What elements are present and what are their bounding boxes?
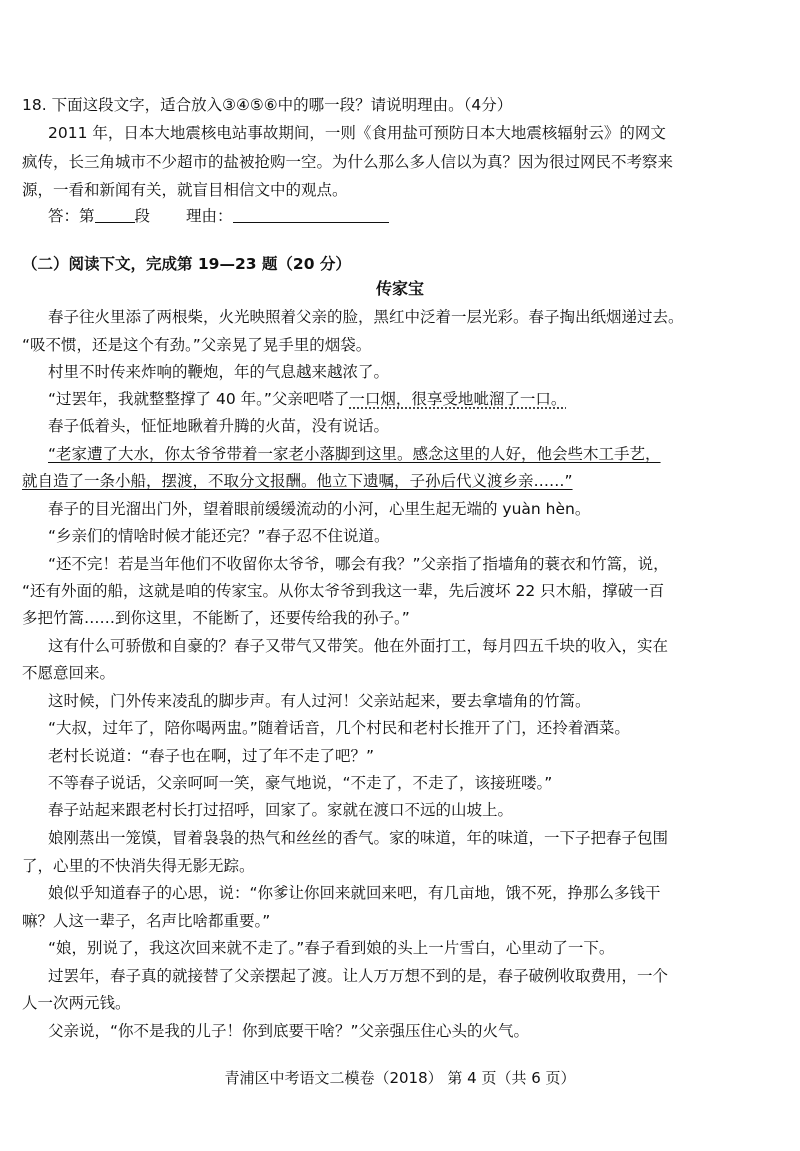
story-line-guonian <box>48 389 782 409</box>
page-footer: 青浦区中考语文二模卷（2018） 第 4 页（共 6 页） <box>224 1069 576 1087</box>
story-line: 这有什么可骄傲和自豪的？春子又带气又带笑。他在外面打工，每月四五千块的收入，实在 <box>48 637 669 655</box>
story-line: 春子往火里添了两根柴，火光映照着父亲的脸，黑红中泛着一层光彩。春子掏出纸烟递过去。 <box>48 308 684 326</box>
story-line: 娘刚蒸出一笼馍，冒着袅袅的热气和丝丝的香气。家的味道，年的味道，一下子把春子包围 <box>48 829 669 847</box>
reason-blank[interactable] <box>233 206 389 223</box>
paragraph-blank[interactable] <box>95 206 135 223</box>
story-line-guonian-start: “过罢年，我就整整撑了 40 年。”父亲吧嗒了 <box>48 390 350 408</box>
story-title: 传家宝 <box>375 279 424 298</box>
q18-answer-line <box>48 206 782 226</box>
story-line: “还不完！若是当年他们不收留你太爷爷，哪会有我？”父亲指了指墙角的蓑衣和竹篙，说， <box>48 555 669 573</box>
underlined-passage-line-2: 就自造了一条小船，摆渡，不取分文报酬。他立下遗嘱，子孙后代义渡乡亲……” <box>22 472 573 490</box>
story-line: “大叔，过年了，陪你喝两盅。”随着话音，几个村民和老村长推开了门，还拎着酒菜。 <box>48 719 630 737</box>
story-line: “娘，别说了，我这次回来就不走了。”春子看到娘的头上一片雪白，心里动了一下。 <box>48 939 615 957</box>
answer-reason-label: 理由： <box>186 207 233 225</box>
section-2-heading: （二）阅读下文，完成第 19—23 题（20 分） <box>22 255 351 273</box>
story-line: 多把竹篙……到你这里，不能断了，还要传给我的孙子。” <box>22 609 410 627</box>
story-line: 不愿意回来。 <box>22 664 116 682</box>
story-line: 村里不时传来炸响的鞭炮，年的气息越来越浓了。 <box>48 363 390 381</box>
story-line: 老村长说道：“春子也在啊，过了年不走了吧？” <box>48 747 375 765</box>
story-line: 不等春子说话，父亲呵呵一笑，豪气地说，“不走了，不走了，该接班喽。” <box>48 774 553 792</box>
story-line: “吸不惯，还是这个有劲。”父亲晃了晃手里的烟袋。 <box>22 336 372 354</box>
story-line: 这时候，门外传来凌乱的脚步声。有人过河！父亲站起来，要去拿墙角的竹篙。 <box>48 692 591 710</box>
story-line: 春子低着头，怔怔地瞅着升腾的火苗，没有说话。 <box>48 417 390 435</box>
story-line: 嘛？人这一辈子，名声比啥都重要。” <box>22 912 271 930</box>
story-line: 春子的目光溜出门外，望着眼前缓缓流动的小河，心里生起无端的 yuàn hèn。 <box>48 500 591 518</box>
underlined-passage-line-1: “老家遭了大水，你太爷爷带着一家老小落脚到这里。感念这里的人好，他会些木工手艺， <box>48 445 661 463</box>
story-line: 父亲说，“你不是我的儿子！你到底要干啥？”父亲强压住心头的火气。 <box>48 1022 530 1040</box>
story-line: 娘似乎知道春子的心思，说：“你爹让你回来就回来吧，有几亩地，饿不死，挣那么多钱干 <box>48 884 661 902</box>
q18-text-line-3: 源，一看和新闻有关，就盲目相信文中的观点。 <box>22 181 348 199</box>
q18-text-line-1: 2011 年，日本大地震核电站事故期间，一则《食用盐可预防日本大地震核辐射云》的网文 <box>48 124 666 142</box>
answer-prefix: 答：第 <box>48 207 95 225</box>
story-line: 过罢年，春子真的就接替了父亲摆起了渡。让人万万想不到的是，春子破例收取费用，一个 <box>48 967 669 985</box>
story-line: 了，心里的不快消失得无影无踪。 <box>22 857 255 875</box>
story-line: “乡亲们的情啥时候才能还完？”春子忍不住说道。 <box>48 527 390 545</box>
answer-mid: 段 <box>134 207 151 225</box>
story-line: “还有外面的船，这就是咱的传家宝。从你太爷爷到我这一辈，先后渡坏 22 只木船，撑破一百 <box>22 582 665 600</box>
dotted-emphasis: 一口烟，很享受地呲溜了一口。 <box>349 390 567 408</box>
story-line: 春子站起来跟老村长打过招呼，回家了。家就在渡口不远的山坡上。 <box>48 801 514 819</box>
story-line: 人一次两元钱。 <box>22 994 131 1012</box>
question-18: 18. 下面这段文字，适合放入③④⑤⑥中的哪一段？请说明理由。（4分） <box>22 96 513 114</box>
q18-text-line-2: 疯传，长三角城市不少超市的盐被抢购一空。为什么那么多人信以为真？因为很过网民不考察来 <box>22 153 674 171</box>
